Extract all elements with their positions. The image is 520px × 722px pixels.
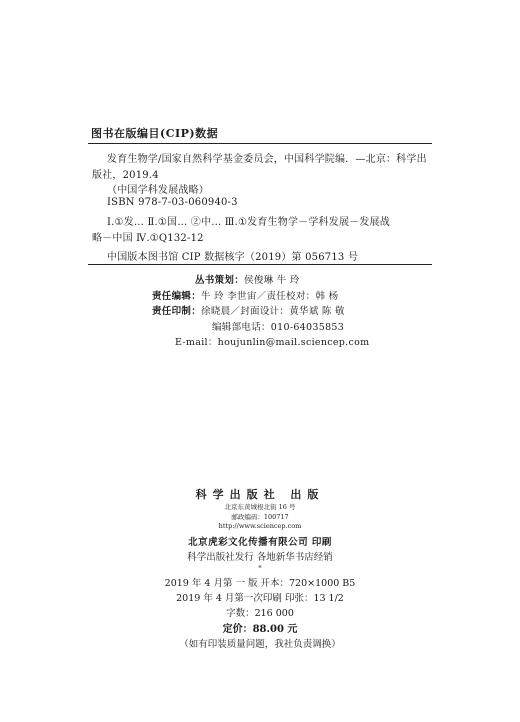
print-names: 徐晓晨／封面设计：黄华斌 陈 敬 (201, 306, 345, 317)
top-rule (88, 143, 432, 144)
divider-mark: * (258, 564, 262, 572)
publisher-name: 科学出版社 出版 (195, 488, 325, 501)
printing-line: 2019 年 4 月第一次印刷 印张：13 1/2 (176, 593, 344, 604)
series-planner (195, 272, 300, 286)
cip-line-3: （中国学科发展战略） (107, 185, 209, 196)
printer-name: 北京虎彩文化传播有限公司 印刷 (188, 537, 332, 548)
edition-line: 2019 年 4 月第 一 版 开本：720×1000 B5 (164, 578, 356, 589)
cip-line-2: 版社，2019.4 (92, 170, 159, 181)
editors-names: 牛 玲 李世宙／责任校对：韩 杨 (201, 291, 339, 302)
editors-label: 责任编辑： (152, 291, 202, 302)
publisher-address: 北京东黄城根北街 16 号 (224, 503, 296, 511)
series-planner-label: 丛书策划： (195, 275, 245, 286)
cip-number: 中国版本图书馆 CIP 数据核字（2019）第 056713 号 (107, 252, 359, 263)
distributor-line: 科学出版社发行 各地新华书店经销 (187, 552, 333, 563)
cip-line-6: 略－中国 Ⅳ.①Q132-12 (92, 233, 204, 244)
bottom-rule (88, 264, 432, 265)
series-planner-names: 侯俊琳 牛 玲 (244, 275, 300, 286)
cip-isbn: ISBN 978-7-03-060940-3 (107, 197, 238, 208)
cip-line-5: Ⅰ.①发… Ⅱ.①国… ②中… Ⅲ.①发育生物学－学科发展－发展战 (107, 217, 390, 228)
cip-heading: 图书在版编目(CIP)数据 (91, 127, 219, 140)
editorial-phone: 编辑部电话：010-64035853 (212, 322, 345, 333)
editors-line (152, 288, 338, 302)
editorial-email: E-mail：houjunlin@mail.sciencep.com (175, 337, 370, 348)
print-label: 责任印制： (152, 306, 202, 317)
price: 定价：88.00 元 (222, 624, 298, 635)
publisher-postcode: 邮政编码：100717 (231, 513, 289, 521)
word-count: 字数：216 000 (226, 608, 294, 619)
print-line (152, 303, 345, 317)
quality-notice: （如有印装质量问题，我社负责调换） (179, 639, 341, 650)
publisher-website: http://www.sciencep.com (218, 522, 302, 530)
cip-line-1: 发育生物学/国家自然科学基金委员会，中国科学院编．—北京：科学出 (107, 154, 427, 165)
